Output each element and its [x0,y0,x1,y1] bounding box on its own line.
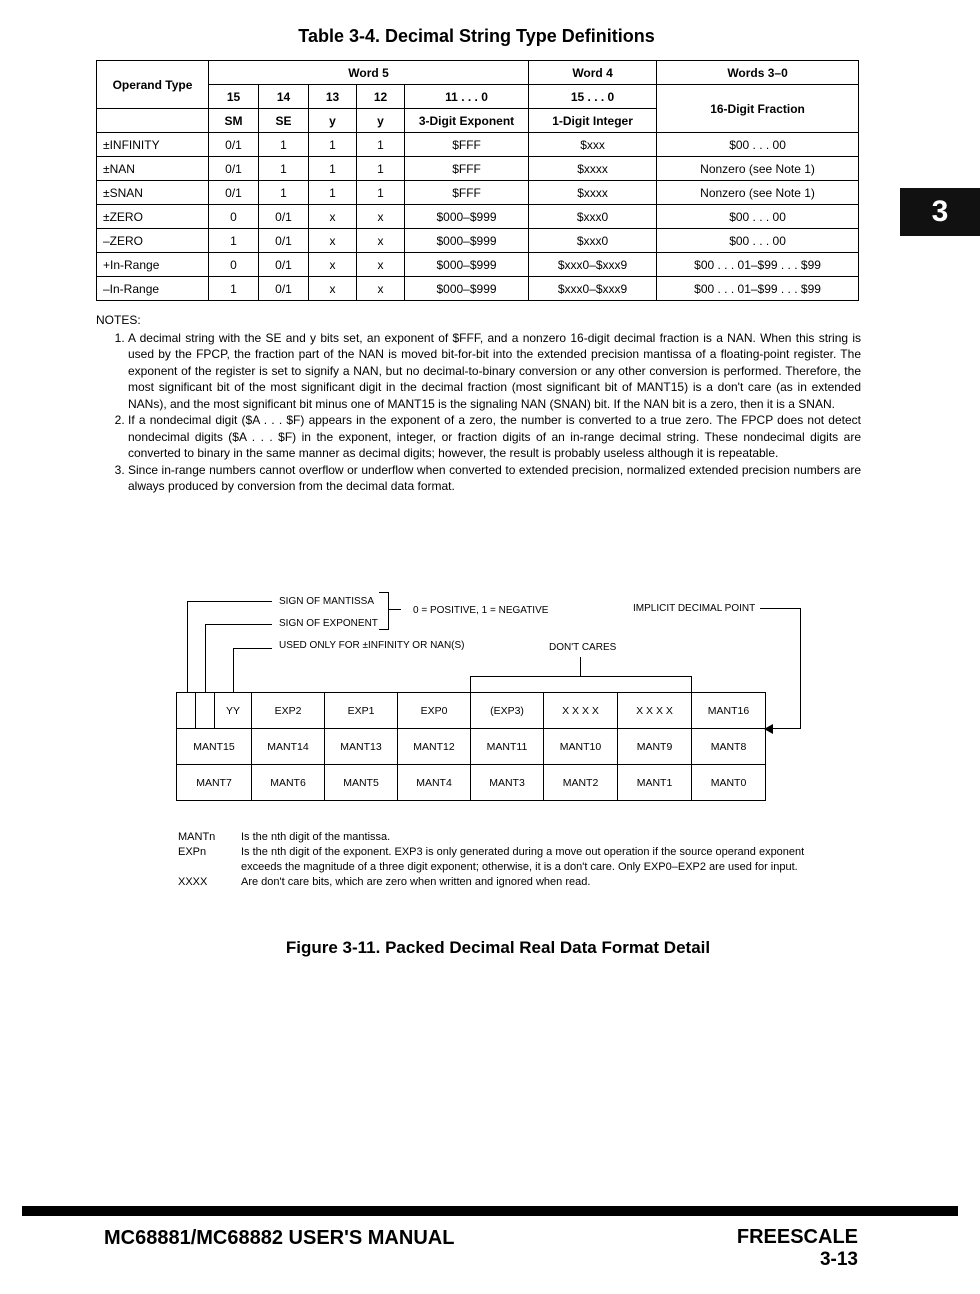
table-cell: $xxx0–$xxx9 [529,277,657,301]
table-cell: 1 [259,133,309,157]
table-cell: 0/1 [259,277,309,301]
header-bit: 11 . . . 0 [405,85,529,109]
table-cell: $00 . . . 00 [657,133,859,157]
format-cell: EXP0 [398,693,471,729]
table-cell: 0/1 [259,205,309,229]
table-cell: $xxx [529,133,657,157]
format-cell: YY [215,693,252,729]
format-cell: MANT9 [618,729,692,765]
format-row-2 [177,729,766,765]
format-cell: MANT0 [692,765,766,801]
note-item: 2. If a nondecimal digit ($A . . . $F) appears in the exponent of a zero, the number is converted to a true zero. The FPCP does not detect nondecimal digits ($A . . . $F) in the exponent, integer, or fraction digits of an in-range decimal string. These nondecimal digits are converted to binary in the same manner as decimal digits; however, the result is probably useless although it is repeatable. [128,412,861,462]
table-cell: Nonzero (see Note 1) [657,157,859,181]
table-cell: $000–$999 [405,277,529,301]
table-row [97,253,859,277]
header-field: 16-Digit Fraction [657,85,859,133]
leader-line [233,648,234,692]
header-word5: Word 5 [209,61,529,85]
legend-desc: Is the nth digit of the exponent. EXP3 is only generated during a move out operation if the source operand exponent exceeds the magnitude of a three digit exponent; otherwise, it is a don't care. Only EXP0–EXP2 are used for input. [241,846,805,873]
table-cell: $xxxx [529,181,657,205]
format-row-1 [177,693,766,729]
format-cell: MANT15 [177,729,252,765]
table-cell: $xxx0 [529,205,657,229]
header-field: SM [209,109,259,133]
table-cell: x [357,277,405,301]
table-cell: 0/1 [209,157,259,181]
header-bit: 13 [309,85,357,109]
leader-line [187,601,188,692]
format-cell: MANT16 [692,693,766,729]
table-cell: 0/1 [259,253,309,277]
table-cell: 1 [209,277,259,301]
footer-rule [22,1206,958,1216]
leader-line [205,624,272,625]
table-cell: 1 [357,157,405,181]
header-field: 3-Digit Exponent [405,109,529,133]
header-field: 1-Digit Integer [529,109,657,133]
table-cell: x [357,205,405,229]
table-cell: 1 [259,157,309,181]
label-dont-cares: DON'T CARES [549,642,617,653]
legend-desc: Are don't care bits, which are zero when written and ignored when read. [241,876,591,888]
bracket-line [691,676,692,692]
table-cell: x [309,229,357,253]
table-cell: 1 [309,181,357,205]
table-cell: $00 . . . 00 [657,205,859,229]
footer-brand: FREESCALE [736,1226,858,1248]
notes-heading: NOTES: [96,313,141,327]
table-cell: $FFF [405,157,529,181]
header-word4: Word 4 [529,61,657,85]
table-cell: $xxx0 [529,229,657,253]
format-cell: X X X X [618,693,692,729]
table-cell: $00 . . . 01–$99 . . . $99 [657,277,859,301]
header-bit: 15 [209,85,259,109]
header-words30: Words 3–0 [657,61,859,85]
header-field: y [309,109,357,133]
header-bit: 12 [357,85,405,109]
table-cell: 1 [309,157,357,181]
table-row [97,205,859,229]
table-cell: 0/1 [259,229,309,253]
pointer-line [760,608,800,609]
table-cell: x [357,253,405,277]
format-cell: MANT14 [252,729,325,765]
legend-row [178,830,818,845]
table-row [97,133,859,157]
table-row [97,277,859,301]
format-cell: EXP2 [252,693,325,729]
bracket-line [580,657,581,677]
header-field: y [357,109,405,133]
format-cell: MANT5 [325,765,398,801]
legend-row [178,875,818,890]
format-cell: MANT6 [252,765,325,801]
label-used-only: USED ONLY FOR ±INFINITY OR NAN(S) [279,640,465,651]
table-cell: 0/1 [209,181,259,205]
format-cell: MANT12 [398,729,471,765]
table-cell: $FFF [405,133,529,157]
table-cell: $00 . . . 01–$99 . . . $99 [657,253,859,277]
table-cell: x [309,277,357,301]
label-sign-of-mantissa: SIGN OF MANTISSA [279,596,375,607]
notes-section [96,312,861,495]
format-cell: MANT2 [544,765,618,801]
table-cell: ±SNAN [97,181,209,205]
format-cell: EXP1 [325,693,398,729]
table-cell: $xxxx [529,157,657,181]
format-cell: MANT8 [692,729,766,765]
legend-term: EXPn [178,846,207,858]
pointer-line [800,608,801,729]
table-row [97,181,859,205]
table-cell: 1 [259,181,309,205]
sign-mantissa-bit [177,693,196,729]
format-cell: MANT7 [177,765,252,801]
label-implicit-decimal-point: IMPLICIT DECIMAL POINT [633,603,756,614]
label-sign-of-exponent: SIGN OF EXPONENT [279,618,378,629]
table-cell: $FFF [405,181,529,205]
note-item: 3. Since in-range numbers cannot overflow or underflow when converted to extended precision, normalized extended precision numbers are always produced by conversion from the decimal data format. [128,462,861,495]
legend-row [178,845,818,875]
header-bit: 15 . . . 0 [529,85,657,109]
table-cell: ±INFINITY [97,133,209,157]
table-cell: –In-Range [97,277,209,301]
table-cell: –ZERO [97,229,209,253]
legend-term: XXXX [178,876,208,888]
table-cell: 0/1 [209,133,259,157]
chapter-tab: 3 [900,188,980,236]
table-cell: 0 [209,253,259,277]
brace [379,592,388,593]
table-cell: $000–$999 [405,253,529,277]
footer-manual-title: MC68881/MC68882 USER'S MANUAL [104,1227,455,1249]
bracket-line [470,676,692,677]
format-cell: MANT11 [471,729,544,765]
header-operand-type: Operand Type [97,61,209,109]
format-cell: (EXP3) [471,693,544,729]
table-row [97,229,859,253]
table-cell: $000–$999 [405,229,529,253]
legend [178,830,818,890]
leader-line [233,648,272,649]
table-cell: $000–$999 [405,205,529,229]
table-cell: ±ZERO [97,205,209,229]
header-field: SE [259,109,309,133]
page-number: 3-13 [819,1249,858,1270]
format-cell: X X X X [544,693,618,729]
brace [379,629,388,630]
pointer-line [772,728,801,729]
table-cell: x [357,229,405,253]
format-row-3 [177,765,766,801]
table-cell: $00 . . . 00 [657,229,859,253]
leader-line [205,624,206,692]
header-bit: 14 [259,85,309,109]
table-title: Table 3-4. Decimal String Type Definitions [298,26,655,46]
format-cell: MANT13 [325,729,398,765]
decimal-string-type-table [96,60,859,301]
table-cell: $xxx0–$xxx9 [529,253,657,277]
brace [388,592,389,630]
format-cell: MANT10 [544,729,618,765]
header-blank [97,109,209,133]
table-cell: 1 [209,229,259,253]
table-row [97,157,859,181]
table-cell: 1 [357,181,405,205]
format-cell: MANT4 [398,765,471,801]
table-cell: Nonzero (see Note 1) [657,181,859,205]
table-cell: 1 [309,133,357,157]
note-item: 1. A decimal string with the SE and y bits set, an exponent of $FFF, and a nonzero 16-digit decimal fraction is a NAN. When this string is used by the FPCP, the fraction part of the NAN is moved bit-for-bit into the extended precision mantissa of a floating-point register. The exponent of the register is set to signify a NAN, but no decimal-to-binary conversion or any other conversion is performed. Therefore, the most significant bit of the most significant digit in the decimal fraction (most significant bit of MANT15) is a don't care (as in extended NANs), and the most significant bit minus one of MANT15 is the signaling NAN (SNAN) bit. If the NAN bit is a zero, then it is a SNAN. [128,330,861,413]
packed-decimal-format-table [176,692,766,801]
table-cell: 0 [209,205,259,229]
legend-desc: Is the nth digit of the mantissa. [241,831,391,843]
table-cell: +In-Range [97,253,209,277]
legend-term: MANTn [178,831,216,843]
brace [389,609,401,610]
leader-line [187,601,272,602]
table-cell: x [309,205,357,229]
format-cell: MANT1 [618,765,692,801]
sign-exponent-bit [196,693,215,729]
format-cell: MANT3 [471,765,544,801]
table-cell: x [309,253,357,277]
label-sign-values: 0 = POSITIVE, 1 = NEGATIVE [413,605,549,616]
figure-caption: Figure 3-11. Packed Decimal Real Data Format Detail [285,938,711,957]
bracket-line [470,676,471,692]
table-cell: 1 [357,133,405,157]
table-cell: ±NAN [97,157,209,181]
